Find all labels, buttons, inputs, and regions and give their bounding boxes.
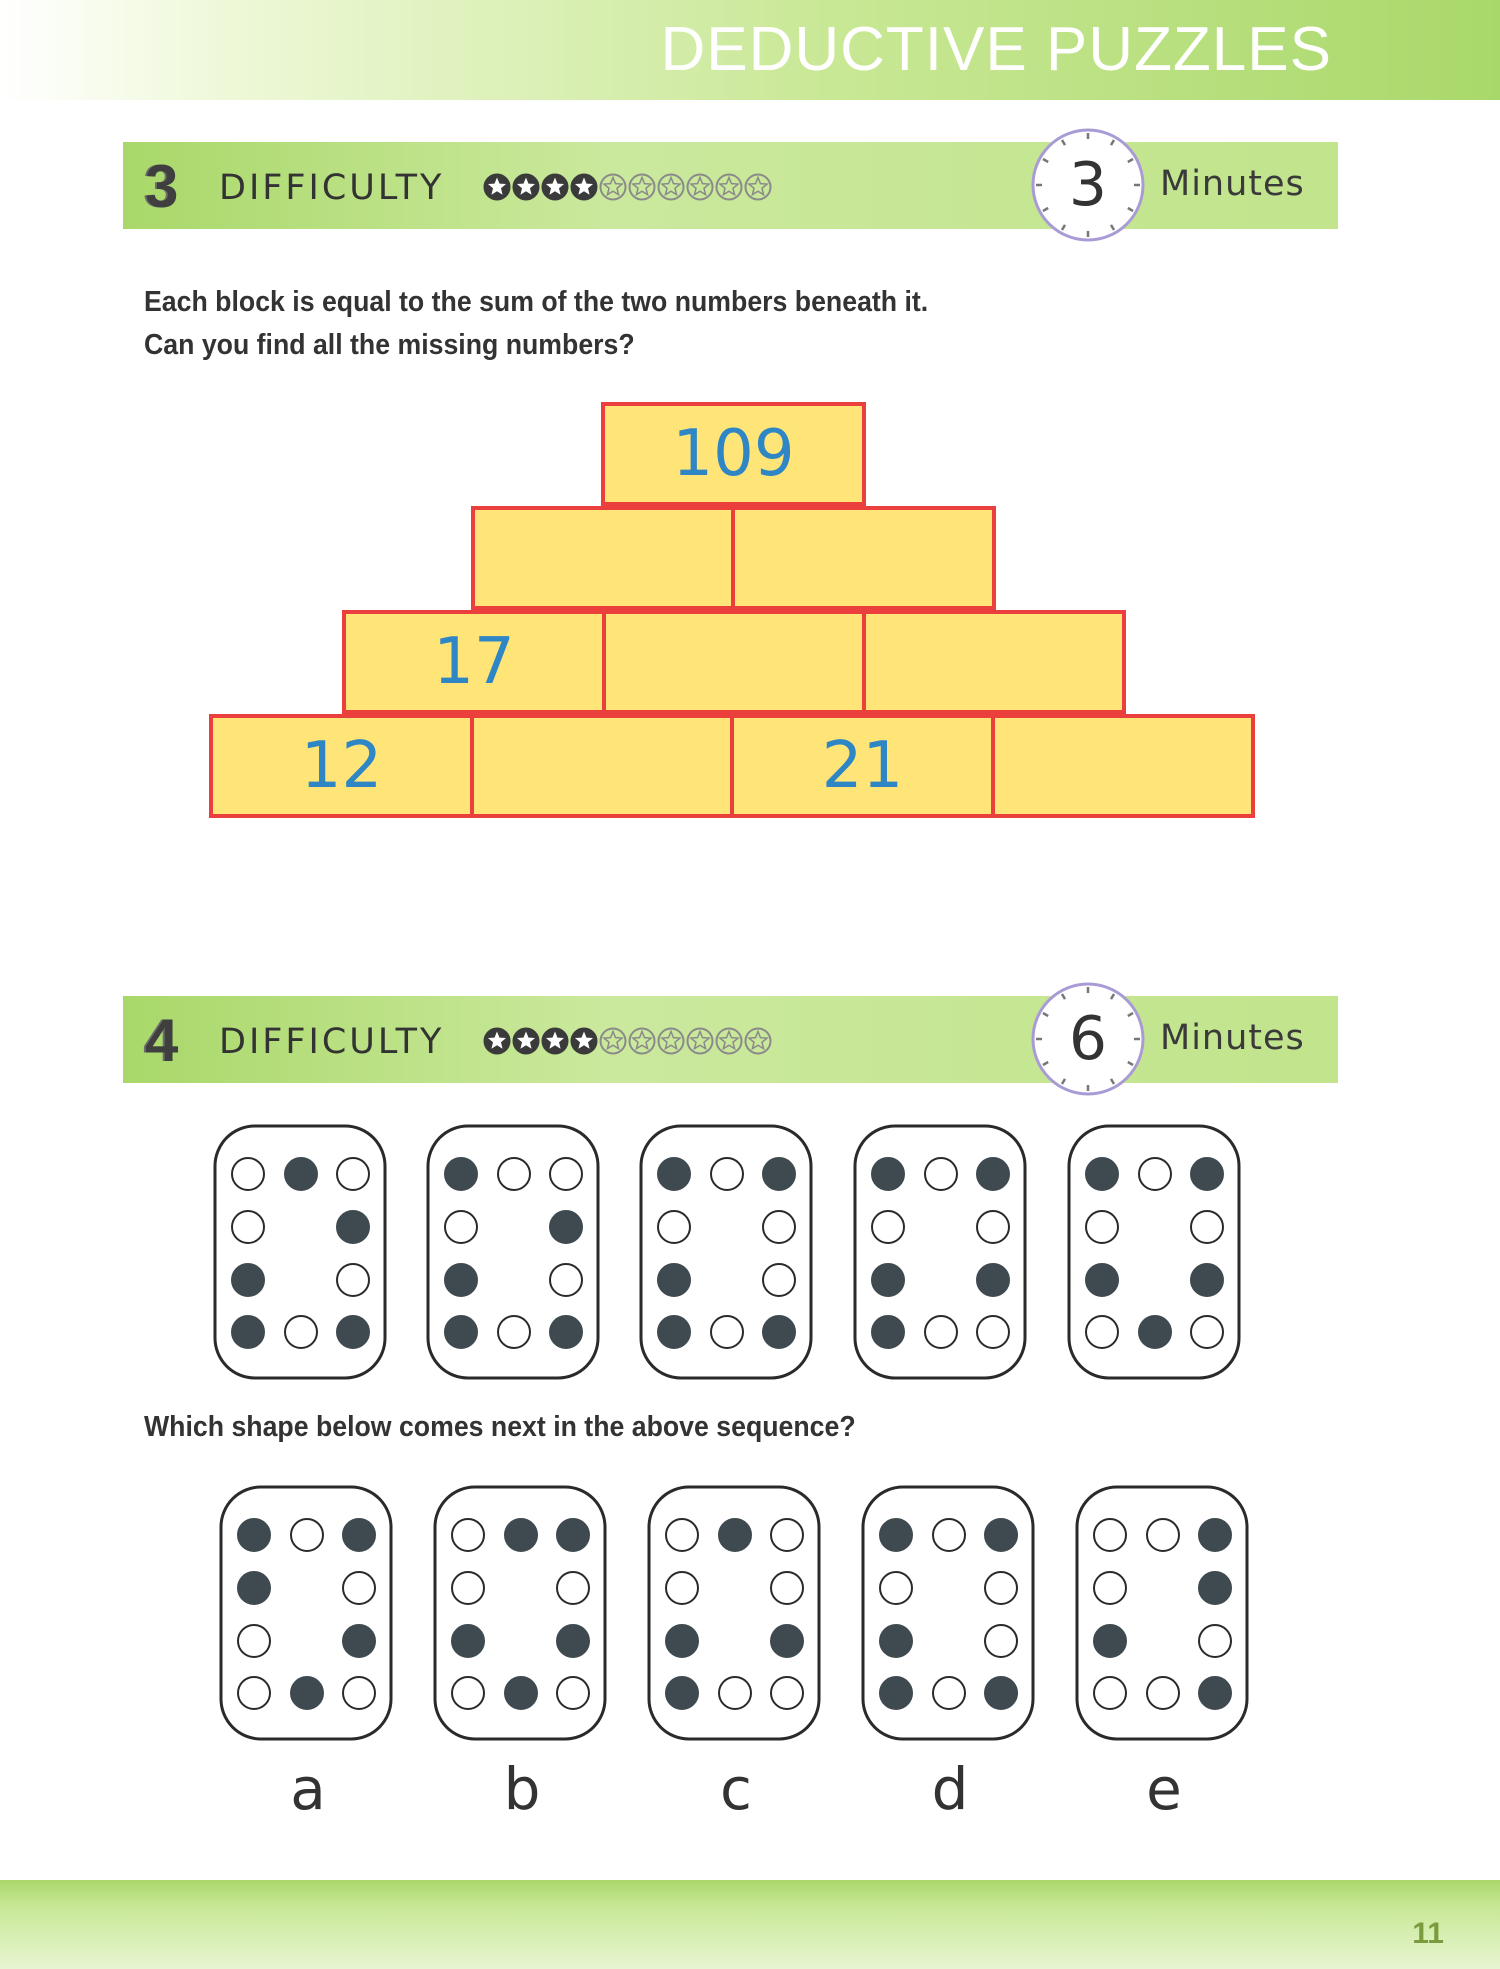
minutes-label: Minutes (1160, 164, 1305, 204)
dot-filled (763, 1316, 795, 1348)
puzzle-number: 4 (145, 1007, 177, 1074)
dot-filled (977, 1158, 1009, 1190)
dot-filled (1086, 1264, 1118, 1296)
dot-filled (658, 1264, 690, 1296)
dot-filled (666, 1677, 698, 1709)
dot-empty (343, 1677, 375, 1709)
dot-filled (445, 1158, 477, 1190)
dot-filled (880, 1677, 912, 1709)
dot-filled (452, 1625, 484, 1657)
dot-filled (1086, 1158, 1118, 1190)
option-label-d: d (931, 1755, 969, 1823)
dot-empty (285, 1316, 317, 1348)
dot-empty (872, 1211, 904, 1243)
option-shape-c (649, 1487, 819, 1739)
dot-empty (343, 1572, 375, 1604)
sequence-shape-3 (641, 1126, 811, 1378)
dot-empty (1086, 1211, 1118, 1243)
difficulty-label: DIFFICULTY (219, 168, 445, 208)
dot-empty (985, 1572, 1017, 1604)
dot-empty (711, 1316, 743, 1348)
time-limit: 6 (1068, 1004, 1108, 1074)
dot-empty (1147, 1519, 1179, 1551)
puzzle-number: 3 (145, 153, 177, 220)
page-title: DEDUCTIVE PUZZLES (660, 15, 1332, 84)
dot-empty (550, 1158, 582, 1190)
dot-filled (343, 1625, 375, 1657)
dot-filled (985, 1519, 1017, 1551)
dot-filled (1199, 1677, 1231, 1709)
dot-empty (498, 1316, 530, 1348)
pyramid-block-r4-3: 21 (730, 714, 995, 818)
dot-filled (1094, 1625, 1126, 1657)
dot-empty (666, 1572, 698, 1604)
dot-filled (666, 1625, 698, 1657)
dot-empty (452, 1572, 484, 1604)
sequence-shape-5 (1069, 1126, 1239, 1378)
dot-filled (232, 1316, 264, 1348)
dot-empty (771, 1572, 803, 1604)
dot-filled (505, 1677, 537, 1709)
page-number: 11 (1412, 1917, 1444, 1950)
dot-empty (1094, 1572, 1126, 1604)
dot-filled (238, 1519, 270, 1551)
dot-empty (711, 1158, 743, 1190)
option-shape-e (1077, 1487, 1247, 1739)
dot-empty (977, 1211, 1009, 1243)
dot-filled (557, 1625, 589, 1657)
dot-empty (1147, 1677, 1179, 1709)
puzzle-4-question: Which shape below comes next in the above sequence? (144, 1411, 856, 1443)
instruction-line-1: Each block is equal to the sum of the two numbers beneath it. (144, 286, 929, 318)
sequence-shape-2 (428, 1126, 598, 1378)
option-shape-d (863, 1487, 1033, 1739)
dot-empty (452, 1519, 484, 1551)
sequence-shape-1 (215, 1126, 385, 1378)
pyramid-block-top: 109 (601, 402, 866, 506)
dot-empty (238, 1677, 270, 1709)
instruction-line-2: Can you find all the missing numbers? (144, 329, 635, 361)
dot-filled (291, 1677, 323, 1709)
dot-empty (232, 1211, 264, 1243)
dot-filled (872, 1316, 904, 1348)
dot-filled (985, 1677, 1017, 1709)
dot-filled (550, 1316, 582, 1348)
dot-filled (719, 1519, 751, 1551)
dot-filled (557, 1519, 589, 1551)
dot-empty (666, 1519, 698, 1551)
pyramid-block-r4-1: 12 (209, 714, 474, 818)
dot-filled (505, 1519, 537, 1551)
dot-empty (1086, 1316, 1118, 1348)
dot-empty (1094, 1519, 1126, 1551)
dot-empty (1094, 1677, 1126, 1709)
dot-filled (872, 1264, 904, 1296)
dot-filled (343, 1519, 375, 1551)
dot-empty (557, 1572, 589, 1604)
dot-filled (1199, 1572, 1231, 1604)
dot-filled (337, 1316, 369, 1348)
dot-empty (763, 1211, 795, 1243)
dot-filled (763, 1158, 795, 1190)
dot-filled (977, 1264, 1009, 1296)
option-shape-b (435, 1487, 605, 1739)
dot-empty (498, 1158, 530, 1190)
dot-filled (1139, 1316, 1171, 1348)
dot-empty (925, 1158, 957, 1190)
dot-filled (445, 1316, 477, 1348)
dot-empty (291, 1519, 323, 1551)
dot-empty (719, 1677, 751, 1709)
option-label-c: c (720, 1755, 752, 1823)
dot-empty (1139, 1158, 1171, 1190)
time-limit: 3 (1068, 150, 1108, 220)
difficulty-label: DIFFICULTY (219, 1022, 445, 1062)
dot-empty (771, 1519, 803, 1551)
dot-empty (763, 1264, 795, 1296)
option-label-b: b (503, 1755, 541, 1823)
dot-filled (880, 1519, 912, 1551)
dot-filled (232, 1264, 264, 1296)
dot-filled (445, 1264, 477, 1296)
option-label-e: e (1146, 1755, 1182, 1823)
dot-empty (337, 1158, 369, 1190)
footer-band (0, 1880, 1500, 1969)
dot-empty (337, 1264, 369, 1296)
dot-empty (232, 1158, 264, 1190)
dot-empty (557, 1677, 589, 1709)
dot-empty (1191, 1211, 1223, 1243)
dot-filled (550, 1211, 582, 1243)
dot-empty (977, 1316, 1009, 1348)
dot-filled (1191, 1158, 1223, 1190)
dot-empty (445, 1211, 477, 1243)
dot-filled (337, 1211, 369, 1243)
dot-filled (658, 1158, 690, 1190)
dot-empty (925, 1316, 957, 1348)
dot-filled (1191, 1264, 1223, 1296)
sequence-shape-4 (855, 1126, 1025, 1378)
dot-empty (933, 1677, 965, 1709)
dot-empty (452, 1677, 484, 1709)
dot-empty (1199, 1625, 1231, 1657)
dot-empty (1191, 1316, 1223, 1348)
dot-filled (1199, 1519, 1231, 1551)
dot-empty (658, 1211, 690, 1243)
dot-filled (658, 1316, 690, 1348)
dot-filled (285, 1158, 317, 1190)
dot-filled (880, 1625, 912, 1657)
pyramid-block-r3-1: 17 (342, 610, 606, 714)
dot-empty (550, 1264, 582, 1296)
dot-empty (985, 1625, 1017, 1657)
option-shape-a (221, 1487, 391, 1739)
dot-filled (872, 1158, 904, 1190)
dot-empty (771, 1677, 803, 1709)
dot-empty (933, 1519, 965, 1551)
dot-empty (880, 1572, 912, 1604)
dot-filled (238, 1572, 270, 1604)
dot-filled (771, 1625, 803, 1657)
minutes-label: Minutes (1160, 1018, 1305, 1058)
option-label-a: a (290, 1755, 326, 1823)
dot-empty (238, 1625, 270, 1657)
